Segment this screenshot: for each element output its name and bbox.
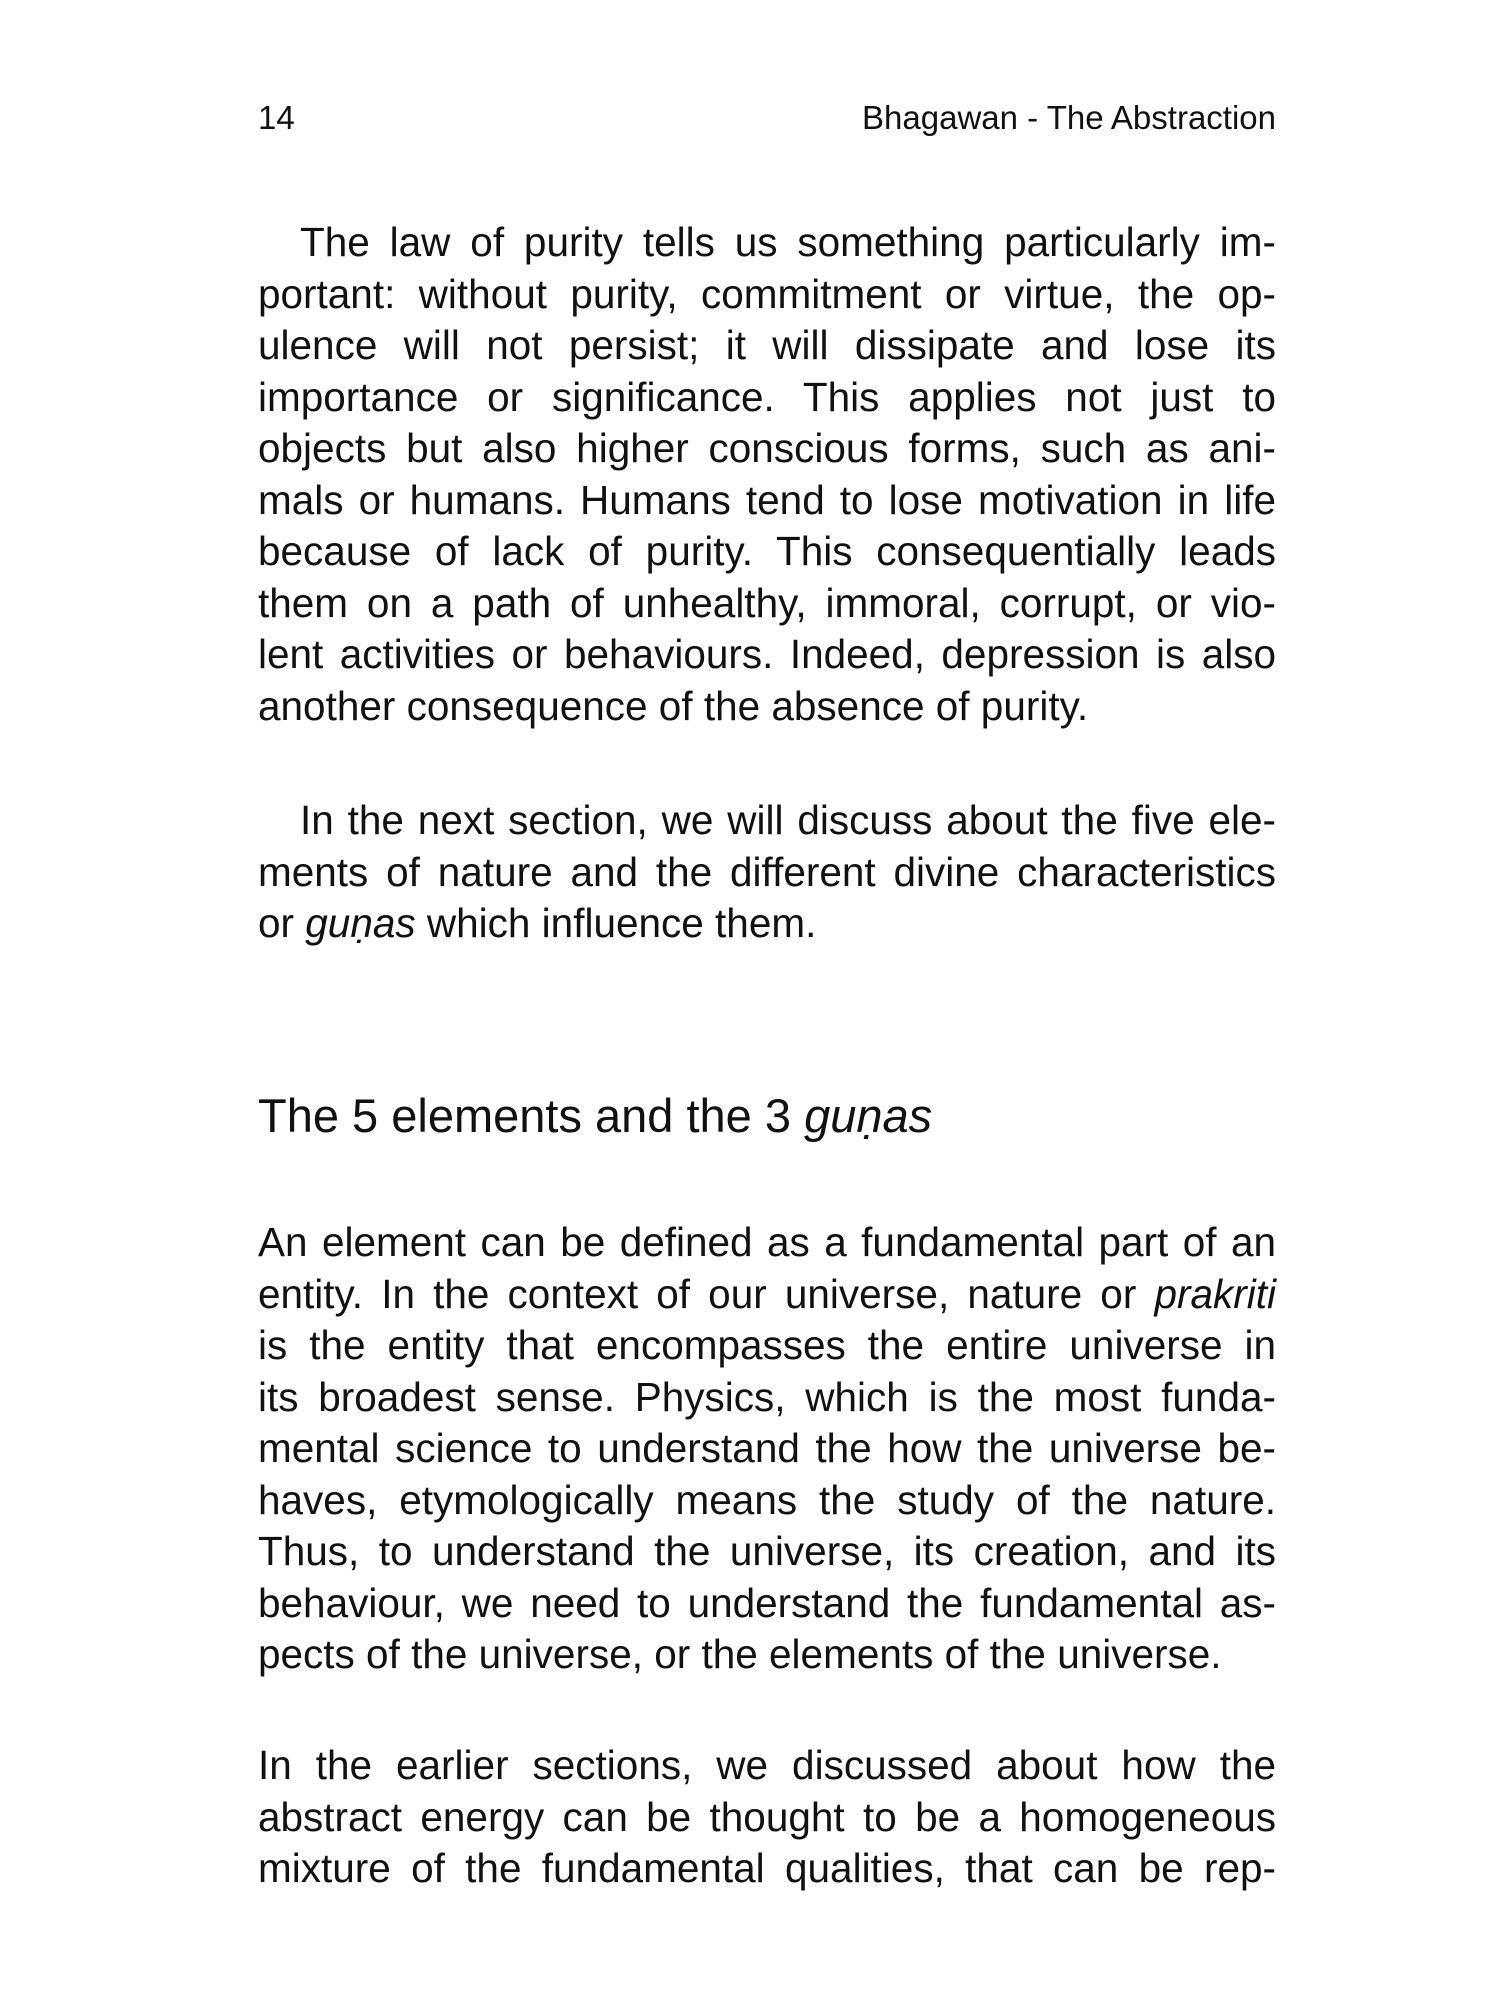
italic-term: guṇas (305, 900, 416, 946)
paragraph-element-definition (258, 1217, 1276, 1681)
text-line: ments of nature and the different divine characteristics (258, 848, 1276, 895)
text-line: mixture of the fundamental qualities, that can be rep- (258, 1845, 1276, 1891)
text-line: or guṇas which influence them. (258, 900, 817, 946)
text-line: lent activities or behaviours. Indeed, depression is also (258, 631, 1276, 677)
text-line: Thus, to understand the universe, its creation, and its (258, 1528, 1276, 1574)
text-line: another consequence of the absence of purity. (258, 682, 1089, 729)
paragraph-earlier-sections (258, 1740, 1276, 1895)
text-line: An element can be defined as a fundamental part of an (258, 1219, 1276, 1265)
text-line: mals or humans. Humans tend to lose motivation in life (258, 476, 1276, 523)
text-line: them on a path of unhealthy, immoral, corrupt, or vio- (258, 579, 1276, 626)
text-line: is the entity that encompasses the entire universe in (258, 1322, 1276, 1368)
page-number: 14 (258, 99, 295, 136)
text-line: entity. In the context of our universe, nature or prakriti (258, 1270, 1276, 1317)
text-line: ulence will not persist; it will dissipate and lose its (258, 322, 1276, 368)
text-line: importance or significance. This applies not just to (258, 373, 1276, 420)
paragraph-next-section (258, 795, 1276, 950)
running-header (258, 98, 1276, 138)
text-line: portant: without purity, commitment or virtue, the op- (258, 270, 1276, 317)
paragraph-purity (258, 217, 1276, 732)
text-line: haves, etymologically means the study of the nature. (258, 1476, 1276, 1523)
text-line: abstract energy can be thought to be a homogeneous (258, 1793, 1276, 1840)
text-line: objects but also higher conscious forms, such as ani- (258, 425, 1276, 471)
text-line: behaviour, we need to understand the fundamental as- (258, 1579, 1276, 1626)
text-line: In the earlier sections, we discussed about how the (258, 1742, 1276, 1788)
section-heading: The 5 elements and the 3 guṇas (258, 1089, 933, 1142)
text-line: The law of purity tells us something particularly im- (300, 219, 1276, 265)
italic-term: guṇas (804, 1089, 933, 1142)
text-line: In the next section, we will discuss about the five ele- (300, 797, 1276, 843)
italic-term: prakriti (1154, 1270, 1276, 1317)
text-line: its broadest sense. Physics, which is the most funda- (258, 1373, 1276, 1420)
text-line: because of lack of purity. This consequentially leads (258, 528, 1276, 574)
text-line: mental science to understand the how the universe be- (258, 1425, 1276, 1471)
running-title: Bhagawan - The Abstraction (862, 99, 1276, 136)
text-line: pects of the universe, or the elements of the universe. (258, 1631, 1222, 1677)
